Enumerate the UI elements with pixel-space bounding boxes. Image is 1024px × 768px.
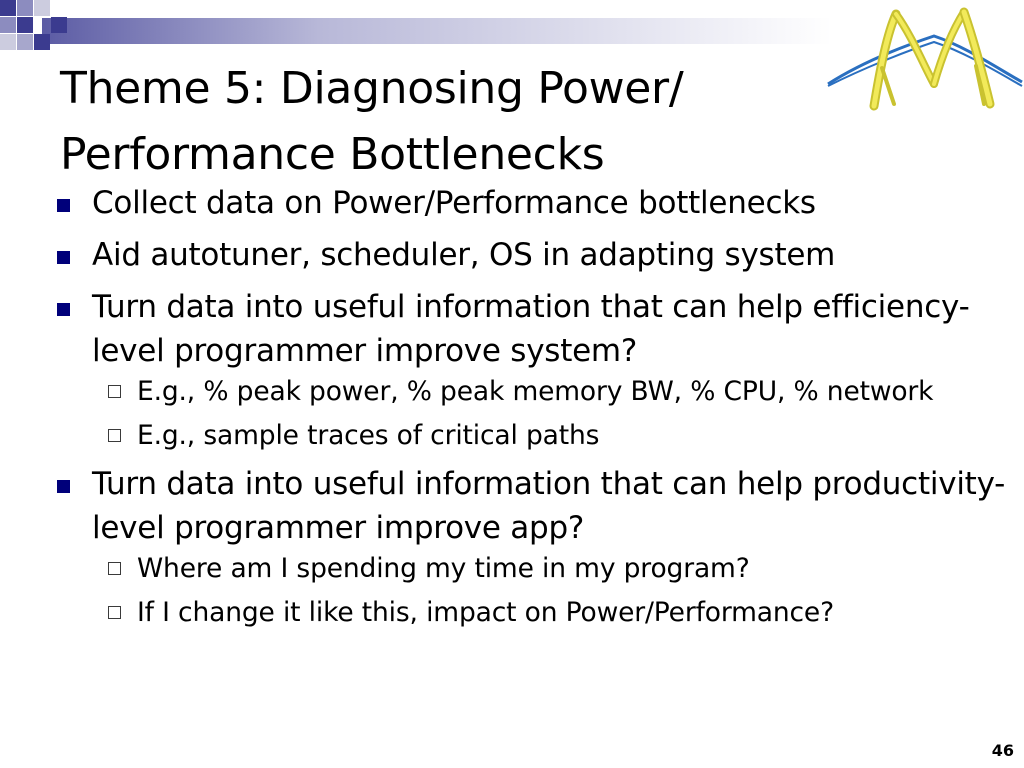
hollow-square-bullet-icon — [108, 562, 121, 575]
subbullet-list — [92, 373, 1010, 454]
bullet-text: Turn data into useful information that can help efficiency-level programmer improve system? — [92, 289, 970, 369]
filled-square-bullet-icon — [57, 199, 70, 212]
filled-square-bullet-icon — [57, 480, 70, 493]
subbullet-item — [92, 417, 1010, 454]
slide-title-line-2: Performance Bottlenecks — [60, 129, 605, 180]
bullet-text: Turn data into useful information that can help productivity-level programmer improve app? — [92, 466, 1006, 546]
filled-square-bullet-icon — [57, 303, 70, 316]
subbullet-item — [92, 594, 1010, 631]
bullet-item — [50, 181, 1010, 225]
header-gradient-bar — [42, 18, 830, 44]
bullet-item — [50, 462, 1010, 631]
bullet-item — [50, 233, 1010, 277]
page-number: 46 — [991, 741, 1014, 760]
hollow-square-bullet-icon — [108, 429, 121, 442]
filled-square-bullet-icon — [57, 251, 70, 264]
subbullet-text: Where am I spending my time in my program? — [137, 553, 750, 584]
subbullet-item — [92, 373, 1010, 410]
bullet-list — [50, 181, 1010, 639]
header-decoration — [0, 0, 830, 62]
subbullet-item — [92, 550, 1010, 587]
bullet-item — [50, 285, 1010, 454]
hollow-square-bullet-icon — [108, 606, 121, 619]
subbullet-text: E.g., % peak power, % peak memory BW, % CPU, % network — [137, 376, 934, 407]
slide-title — [60, 56, 820, 188]
slide-title-line-1: Theme 5: Diagnosing Power/ — [60, 63, 684, 114]
bullet-text: Collect data on Power/Performance bottlenecks — [92, 185, 816, 221]
subbullet-text: If I change it like this, impact on Power/Performance? — [137, 597, 834, 628]
subbullet-text: E.g., sample traces of critical paths — [137, 420, 600, 451]
subbullet-list — [92, 550, 1010, 631]
bullet-text: Aid autotuner, scheduler, OS in adapting system — [92, 237, 836, 273]
bridge-m-logo-icon — [824, 6, 1024, 112]
hollow-square-bullet-icon — [108, 385, 121, 398]
